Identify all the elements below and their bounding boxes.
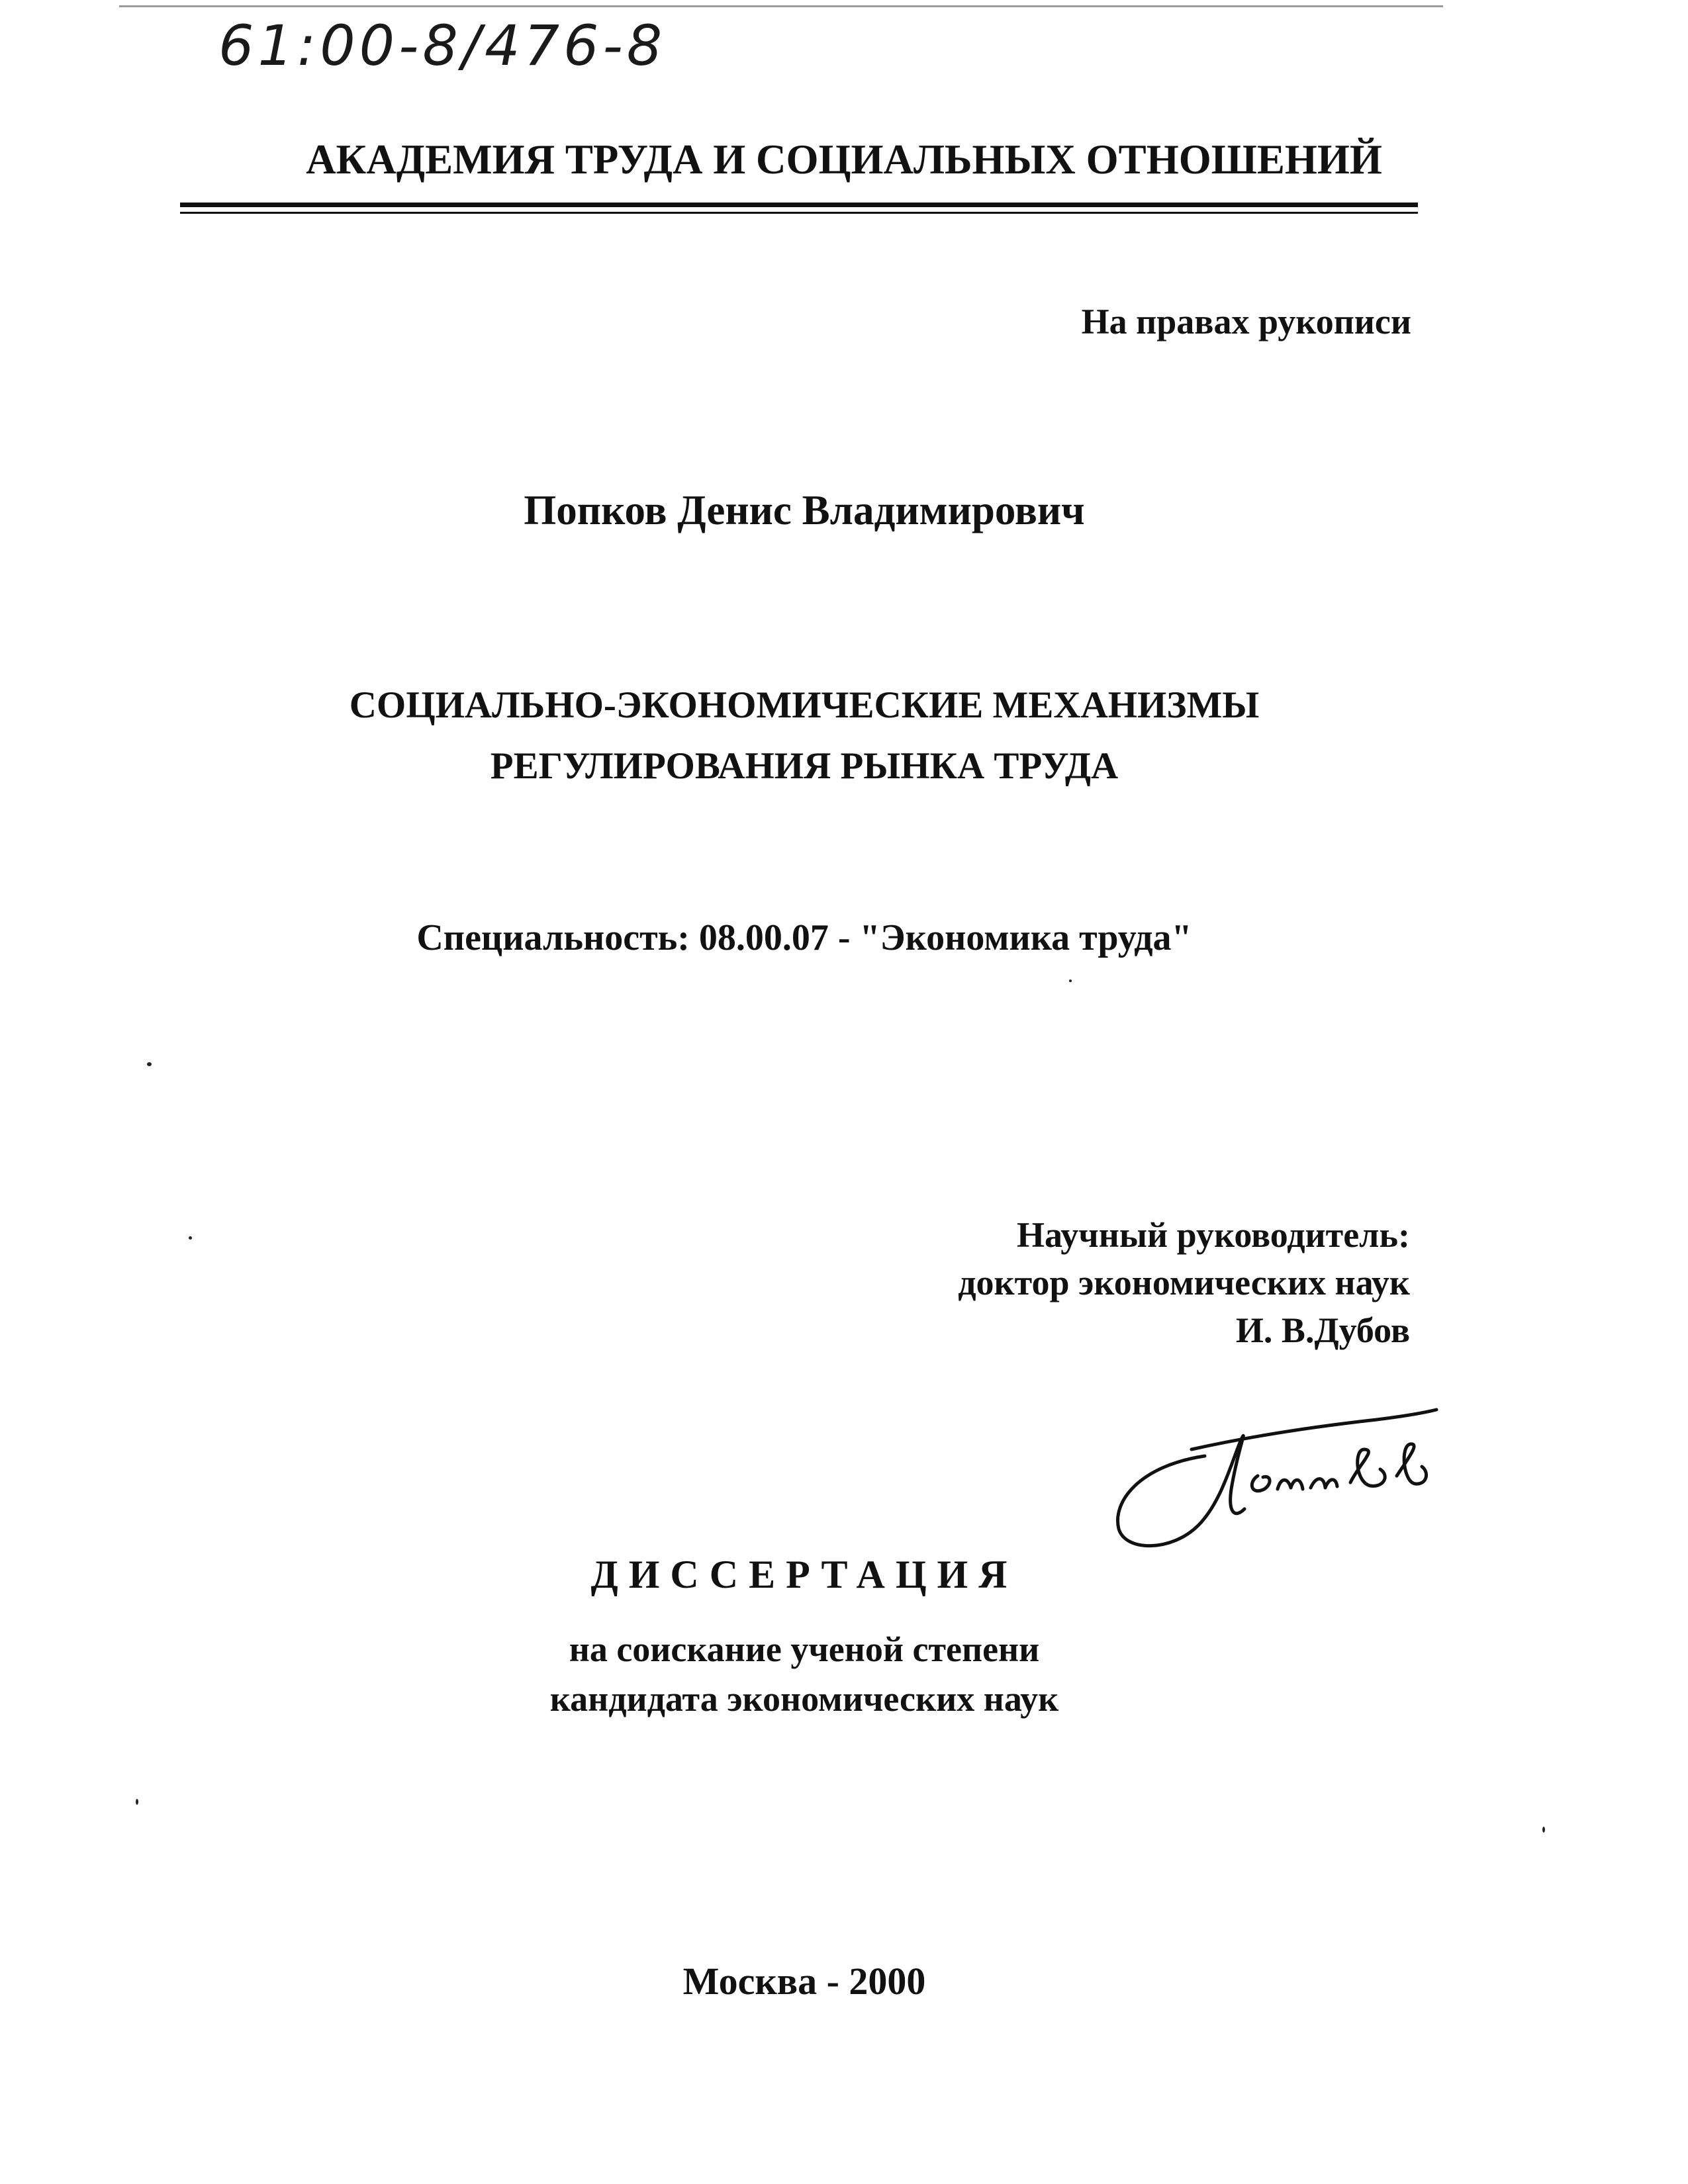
work-type: ДИССЕРТАЦИЯ <box>590 1553 1018 1596</box>
degree-block <box>0 1625 1609 1724</box>
supervisor-degree: доктор экономических наук <box>958 1263 1410 1302</box>
scan-edge-line <box>119 5 1443 7</box>
degree-line-1: на соискание ученой степени <box>569 1629 1040 1669</box>
title-line-2: РЕГУЛИРОВАНИЯ РЫНКА ТРУДА <box>490 745 1119 787</box>
specialty-line: Специальность: 08.00.07 - "Экономика труда" <box>416 917 1192 958</box>
institution-name: АКАДЕМИЯ ТРУДА И СОЦИАЛЬНЫХ ОТНОШЕНИЙ <box>306 136 1382 183</box>
scan-speck <box>1069 979 1072 982</box>
rights-note: На правах рукописи <box>1081 302 1411 341</box>
scan-speck <box>189 1236 192 1240</box>
handwritten-archive-number: 61:00-8/476-8 <box>218 13 667 78</box>
supervisor-label: Научный руководитель: <box>1017 1215 1410 1255</box>
scan-speck <box>1542 1827 1545 1833</box>
supervisor-name: И. В.Дубов <box>1235 1310 1410 1350</box>
scan-speck <box>147 1062 152 1066</box>
dissertation-title <box>0 675 1609 797</box>
header-rule-thick <box>180 203 1418 207</box>
scan-speck <box>136 1799 138 1805</box>
city-year: Москва - 2000 <box>682 1960 926 2003</box>
degree-line-2: кандидата экономических наук <box>549 1679 1059 1719</box>
supervisor-block <box>958 1211 1410 1354</box>
header-rule-thin <box>180 212 1418 214</box>
author-signature <box>1099 1403 1456 1562</box>
title-line-1: СОЦИАЛЬНО-ЭКОНОМИЧЕСКИЕ МЕХАНИЗМЫ <box>349 684 1260 726</box>
author-name: Попков Денис Владимирович <box>524 487 1085 533</box>
